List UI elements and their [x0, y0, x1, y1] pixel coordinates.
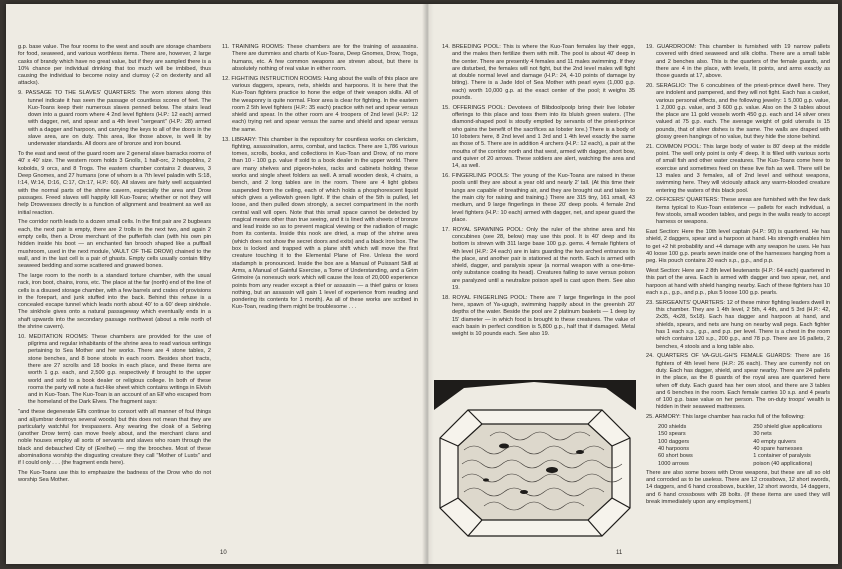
list-item: poison (40 applications): [753, 460, 813, 467]
left-page-column-1: [18, 44, 211, 487]
pool-illustration: [434, 380, 636, 540]
paragraph: To the east and west of the guard room are 2 general slave barracks rooms of 40' x 40' size. The western room holds 3 Gnolls, 1 half-orc, 2 hobgoblins, 2 kobolds, 9 orcs, and 8 Trogs. The eastern chamber contains 2 dwarves, 3 Deep Gnomes, and 27 humans (one of whom is a 7th level paladin with S:18, I:14, W:14, D:16, C:17, Ch:17, H.P.: 60). All slaves are fairly well acquainted with the normal parts of the shrine cavern, especially the area and Drow passages. Freed slaves will happily kill Kuo-Toans; whether or not they will help Drowvesses directly is a function of alignment and treatment as well as initial reaction.: [18, 151, 211, 216]
paragraph: There are also some boxes with Drow weapons, but these are all so old and corroded as to be useless. There are 12 crossbows, 12 short swords, 14 daggers, and 6 hand crossbows, buckler, 12 short swords, 14 daggers, and 6 hand crossbows with 28 bolts. (If these items are used they will break immediately upon any employment.): [646, 469, 830, 506]
paragraph: The corridor north leads to a dozen small cells. In the first pair are 2 bugbears each, the next pair is empty, there are 2 trolls in the next two, and again 2 empty cells, then a Drow merchant of the pufferfish clan (with his own pin hidden inside his boot — an enchanted fan brooch shaped like a puffball mushroom, used in the next module, VAULT OF THE DROW) chained to the wall, and in the last cell is a pair of ghasts. Empty cells usually contain filthy seaweed bedding and some scattered and gnawed bones.: [18, 219, 211, 270]
paragraph: The large room to the north is a standard torture chamber, with the usual rack, iron boot, chains, irons, etc. The place at the far (north) end of the line of cells is a disused storage chamber, with a few barrels and crates of provisions in the forepart, and junk stuffed into the back. Behind this refuse is a concealed escape tunnel which leads north about 40' to a 60' deep sinkhole. The sinkhole gives onto a natural passageway which eventually ends in a shaft upwards into the secondary passage northwest (about a mile north of the shrine cavern).: [18, 272, 211, 330]
paragraph: 16. FINGERLING POOLS: The young of the Kuo-Toans are raised in these pools until they are about a year old and nearly 2' tall. (At this time their lungs are capable of breathing air, and they are brought out and taken to the main city for raising and training.) There are 315 tiny, 161 small, 43 medium, and 9 large fingerlings in these 20' deep pools. 4 female 2nd level fighters (H.P.: 10 each) armed with dagger, net, and spear guard the place.: [442, 173, 635, 223]
paragraph: 17. ROYAL SPAWNING POOL: Only the ruler of the shrine area and his concubines (see 28, below) may use this pool. It is 40' deep and its bottom is strewn with 311 large base 100 g.p. gems. 4 female fighters of 4th level (H.P.: 24 each) are in lairs guarding the two arched entrances to the place, and another pair is stationed at the north. Each is armed with shield, dagger, and paralysis spear (a normal weapon with a one-time-only substance coating its head). Creatures failing to save versus poison are paralyzed until a neutralize poison spell is cast upon them. See also 19.: [442, 226, 635, 291]
paragraph: g.p. base value. The four rooms to the west and south are storage chambers for food, seaweed, and various worthless items. There are, however, 2 large casks of brandy which have no great value, but if they are sampled there is a 10% chance per individual drinking that too much will be imbibed, thus causing the individual to become noisy and clumsy (-2 on dexterity and all attacks).: [18, 44, 211, 87]
paragraph: 19. GUARDROOM: This chamber is furnished with 19 narrow pallets covered with dried seaweed and silk cloths. There are a small table and 2 benches also. This is the quarters of the female guards, and there are 4 in the place, with levels, lit points, and arms exactly as those guards at 17, above.: [646, 44, 830, 80]
list-item: 100 daggers: [658, 438, 690, 445]
list-item: 40 empty quivers: [753, 438, 796, 445]
paragraph: 20. SERAGLIO: The 6 concubines of the priest-prince dwell here. They are indolent and pampered, and they will not fight. Each has a casket, various personal effects, and the following jewelry: 1 5,000 g.p. value, 1 2,000 g.p. value, and 3 600 g.p. value. Also on the 3 tables about the place are 11 gold vessels worth 450 g.p. each and 14 silver ones valued at 75 g.p. each. The average weight of gold utensils is 15 pounds, that of silver dishes is the same. The walls are draped with glossy green hangings of no value, but they hide the stone behind.: [646, 82, 830, 141]
paragraph: 11. TRAINING ROOMS: These chambers are for the training of assassins. There are dummies and charts of Kuo-Toans, Deep Gnomes, Drow, Trogs, humans, etc. A few common weapons are strewn about, but there is absolutely nothing of real value in either room.: [222, 44, 418, 72]
paragraph: The Kuo-Toans use this to emphasize the badness of the Drow who do not worship Sea Mother.: [18, 470, 211, 484]
paragraph: 15. OFFERINGS POOL: Devotees of Blibdoolpoolp bring their live lobster offerings to this place and toss them into its bluish green waters. (The diamond-shaped pool is stoutly emptied by servants of the priest-prince who gains the benefit of the sacrifices as lobster lore.) There is a body of 10 lobsters here, 8 2nd level and 1 3rd and 1 4th level exactly the same as those of 5. There are in addition 4 archers (H.P.: 12 each), a pair at the mouths of the corridor north and that west, armed with dagger, short bow, and quiver of 20 arrows. These soldiers are alert, watching the area and 14, as well.: [442, 104, 635, 170]
booklet-spread: [6, 4, 838, 564]
paragraph: 13. LIBRARY: This chamber is the repository for countless works on clericism, fighting, assassination, arms, combat, and tactics. There are 1,786 various tomes, scrolls, books, and collections in Kuo-Toan and Drow, of no more than 10 - 100 g.p. value if sold to a book dealer in the upper world. There are many shelves and pigeon-holes, racks and cabinets holding these works and single sheet folders as well. A small wooden desk, 4 chairs, a bench, and 2 long tables are in the room. There are 4 light globes suspended from the ceiling, each of which holds a phosphorescent liquid which gives a yellowish green light. If the chain of the 5th is pulled, let loose, and then pulled down strongly, a secret compartment in the north central wall will open. Note that this small space cannot be detected by magical means other than true seeing, and it is lined with sheets of bronze and lead inside so as to prevent magical viewing or the radiation of magic from its contents. Inside this nook are dried, a map of the shrine area (which does not show the secret doors and exits) and a black iron box. The box is locked and trapped with a plane shift which will move the first creature touching it to the Elemental Plane of Fire. Unless the word stadamph is pronounced. Inside the box are a Manual of Puissant Skill at Arms, a Manual of Gainful Exercise, a Tome of Understanding, and a Grim Grimoire (a nonesuch work which will cause the loss of 20,000 experience points from any reader except a thief or assassin — a thief gains or loses nothing, but an assassin will gain 1 level of experience from reading and pondering its contents for 1 month). As all of these works are scribed in Kuo-Toan, reading them might be troublesome . . .: [222, 136, 418, 311]
paragraph: 14. BREEDING POOL: This is where the Kuo-Toan females lay their eggs, and the males then fertilize them with milt. The pool is about 40' deep in the center. There are presently 4 females and 11 males swimming. If they are disturbed, the females will not fight, but the 2nd level males will fight at double normal level and damage (H.P.: 24, 4-10 points of damage by biting). There is a Jade Idol of Sea Mother with pearl eyes (1,000 g.p. each) worth 10,000 g.p. at the exact center of the pool; it weighs 35 pounds.: [442, 44, 635, 102]
paragraph: 24. QUARTERS OF VA-GUL-GH'S FEMALE GUARDS: There are 16 fighters of 4th level here (H.P.: 26 each). They are currently not on duty. Each has dagger, shield, and spear nearby. There are 24 pallets in the place, as the 8 guards of the royal area are quartered here when off duty. Each guard has her own stool, and there are 3 tables and 6 benches in the room. Each female carries 10 s.p. and 4 pearls of 100 g.p. base value on her person. The on-duty troops' wealth is hidden in their seaweed mattresses.: [646, 353, 830, 411]
right-page-column-1: [442, 44, 635, 414]
paragraph: 10. MEDITATION ROOMS: These chambers are provided for the use of pilgrims and regular inhabitants of the shrine area to read various writings pertaining to Sea Mother and her works. There are 4 stone tables, 2 stone benches, and 8 bone stools in each room. Besides short tracts, there are 27 scrolls and 18 books in each place, and these items are worth 1 g.p. each, and 2,500 g.p. respectively if brought to the upper world and sold to a book dealer or religious college. In both of these rooms the party will note a fact-like sheet which contains writings in Elvish and in Kuo-Toan. The Kuo-Toan is an account of an Elf who escaped from the homeland of the Dark Elves. The fragment says:: [18, 333, 211, 406]
list-item: 150 spears: [658, 431, 686, 438]
right-page-column-2: [646, 44, 830, 509]
list-item: 40 harpoons: [658, 445, 690, 452]
paragraph: 25. ARMORY: This large chamber has racks full of the following:: [646, 414, 805, 421]
armory-list: [646, 424, 830, 470]
list-item: 1 container of paralysis: [753, 453, 811, 460]
paragraph: 9. PASSAGE TO THE SLAVES' QUARTERS: The worn stones along this tunnel indicate it has seen the passage of countless scores of feet. The Kuo-Toans keep their numerous slaves penned below. The stairs lead down into a guard room where 4 2nd level fighters (H.P.: 12 each) armed with dagger, net, and spear and a 4th level "sergeant" (H.P.: 28) armed with a dagger and harpoon, and carrying the keys to all of the doors in the slave area, are on duty. This area, like those above, is well lit by underwater standards. All doors are of bronze and iron bound.: [18, 90, 211, 148]
paragraph: 12. FIGHTING INSTRUCTION ROOMS: Hung about the walls of this place are various daggers, spears, nets, shields and harpoons. It is here that the Kuo-Toan fighters practice to hone the edge of their weapon skills. All of the weaponry is quite normal. Floor area is clear for fighting. In the eastern room 2 5th level fighters (H.P.: 35 each) practice with net and spear versus shield and spear. In the other room are 4 troopers of 2nd level (H.P.: 12 each) trying net and spear versus the same and shield and spear versus the same.: [222, 75, 418, 133]
paragraph: 23. SERGEANTS' QUARTERS: 12 of these minor fighting leaders dwell in this chamber. They are 1 4th level, 2 5th, 4 4th, and 5 3rd (H.P.: 42, 2x35, 4x28, 5x18). Each has dagger and harpoon at hand, and shields, spears, and nets are hung on nearby wall pegs. Each fighter has 1 each s.p., g.p., and p.p. per level. There is a chest in the room which contains 120 s.p., 200 g.p., and 78 p.p. There are 16 pallets, 2 benches, 4 stools and a long table also.: [646, 299, 830, 350]
armory-list-right: [753, 424, 822, 468]
paragraph: 22. OFFICERS' QUARTERS: These areas are furnished with the few dark items typical to Kuo-Toan existence — pallets for each individual, a few stools, small wooden tables, and pegs in the walls ready to accept harness or weapons.: [646, 197, 830, 226]
paragraph: West Section: Here are 2 8th level lieutenants (H.P.: 64 each) quartered in this part of the area. Each is armed with dagger and two spear, net, and harpoon at hand with shield hanging nearby. Each of these fighters has 10 each s.p., g.p., and p.p., plus 5 loose 100 g.p. pearls.: [646, 268, 830, 296]
paragraph: 21. COMMON POOL: This large body of water is 80' deep at the middle point. The well only point is only 4' deep. It is filled with various sorts of small fish and other water creatures. The Kuo-Toans come here to exercise and sometimes feed on these live fish as well. There will be 13 males and 3 females, all of 2nd level and without weapons, swimming here. They will viciously attack any warm-blooded creature entering the waters of this black pool.: [646, 143, 830, 194]
paragraph: "and these degenerate Elfs continue to consort with all manner of foul things and al(umbrar destroys several woods) but this does not mean that they are particularly watchful for trespassers. Any wearing the cloak of a Sebring (another Drow term) can move freely about, and the merchant clans and noble houses employ all sorts of servants and slaves who roam through the black and debauched City of (Erelhei) — ring the brooches. Most of these abominations worship the disgusting creature they call "Mother of Lusts" and if I could only . . . (the fragment ends here).: [18, 409, 211, 467]
paragraph: East Section: Here the 10th level captain (H.P.: 90) is quartered. He has shield, 2 daggers, spear and a harpoon at hand. His strength enables him to get +2 hit probability and +4 damage with any weapon he uses. He has 40 loose 100 g.p. pearls sewn inside one of the harnesses hanging from a peg. His pouch contains 20 each s.p., g.p., and p.p.: [646, 229, 830, 265]
list-item: 30 nets: [753, 431, 772, 438]
list-item: 1000 arrows: [658, 460, 689, 467]
list-item: 40 spare harnesses: [753, 445, 803, 452]
list-item: 250 shield glue applications: [753, 424, 822, 431]
book-gutter: [422, 4, 434, 564]
page-number-left: 10: [220, 550, 227, 556]
paragraph: 18. ROYAL FINGERLING POOL: There are 7 large fingerlings in the pool here, spawn of Ya-ugugh, swimming happily about in the greenish 20' depths of the water. Beside the pool are 2 platinum baskets — 1 deep by 15' diameter — in which food is brought to these creatures. The value of each basin in perfect condition is 5,800 g.p., half that if damaged. Metal weight is 10 pounds each. See also 19.: [442, 294, 635, 338]
list-item: 200 shields: [658, 424, 687, 431]
armory-list-left: [658, 424, 693, 468]
left-page-column-2: [222, 44, 418, 314]
list-item: 60 short bows: [658, 453, 693, 460]
page-number-right: 11: [616, 550, 623, 556]
